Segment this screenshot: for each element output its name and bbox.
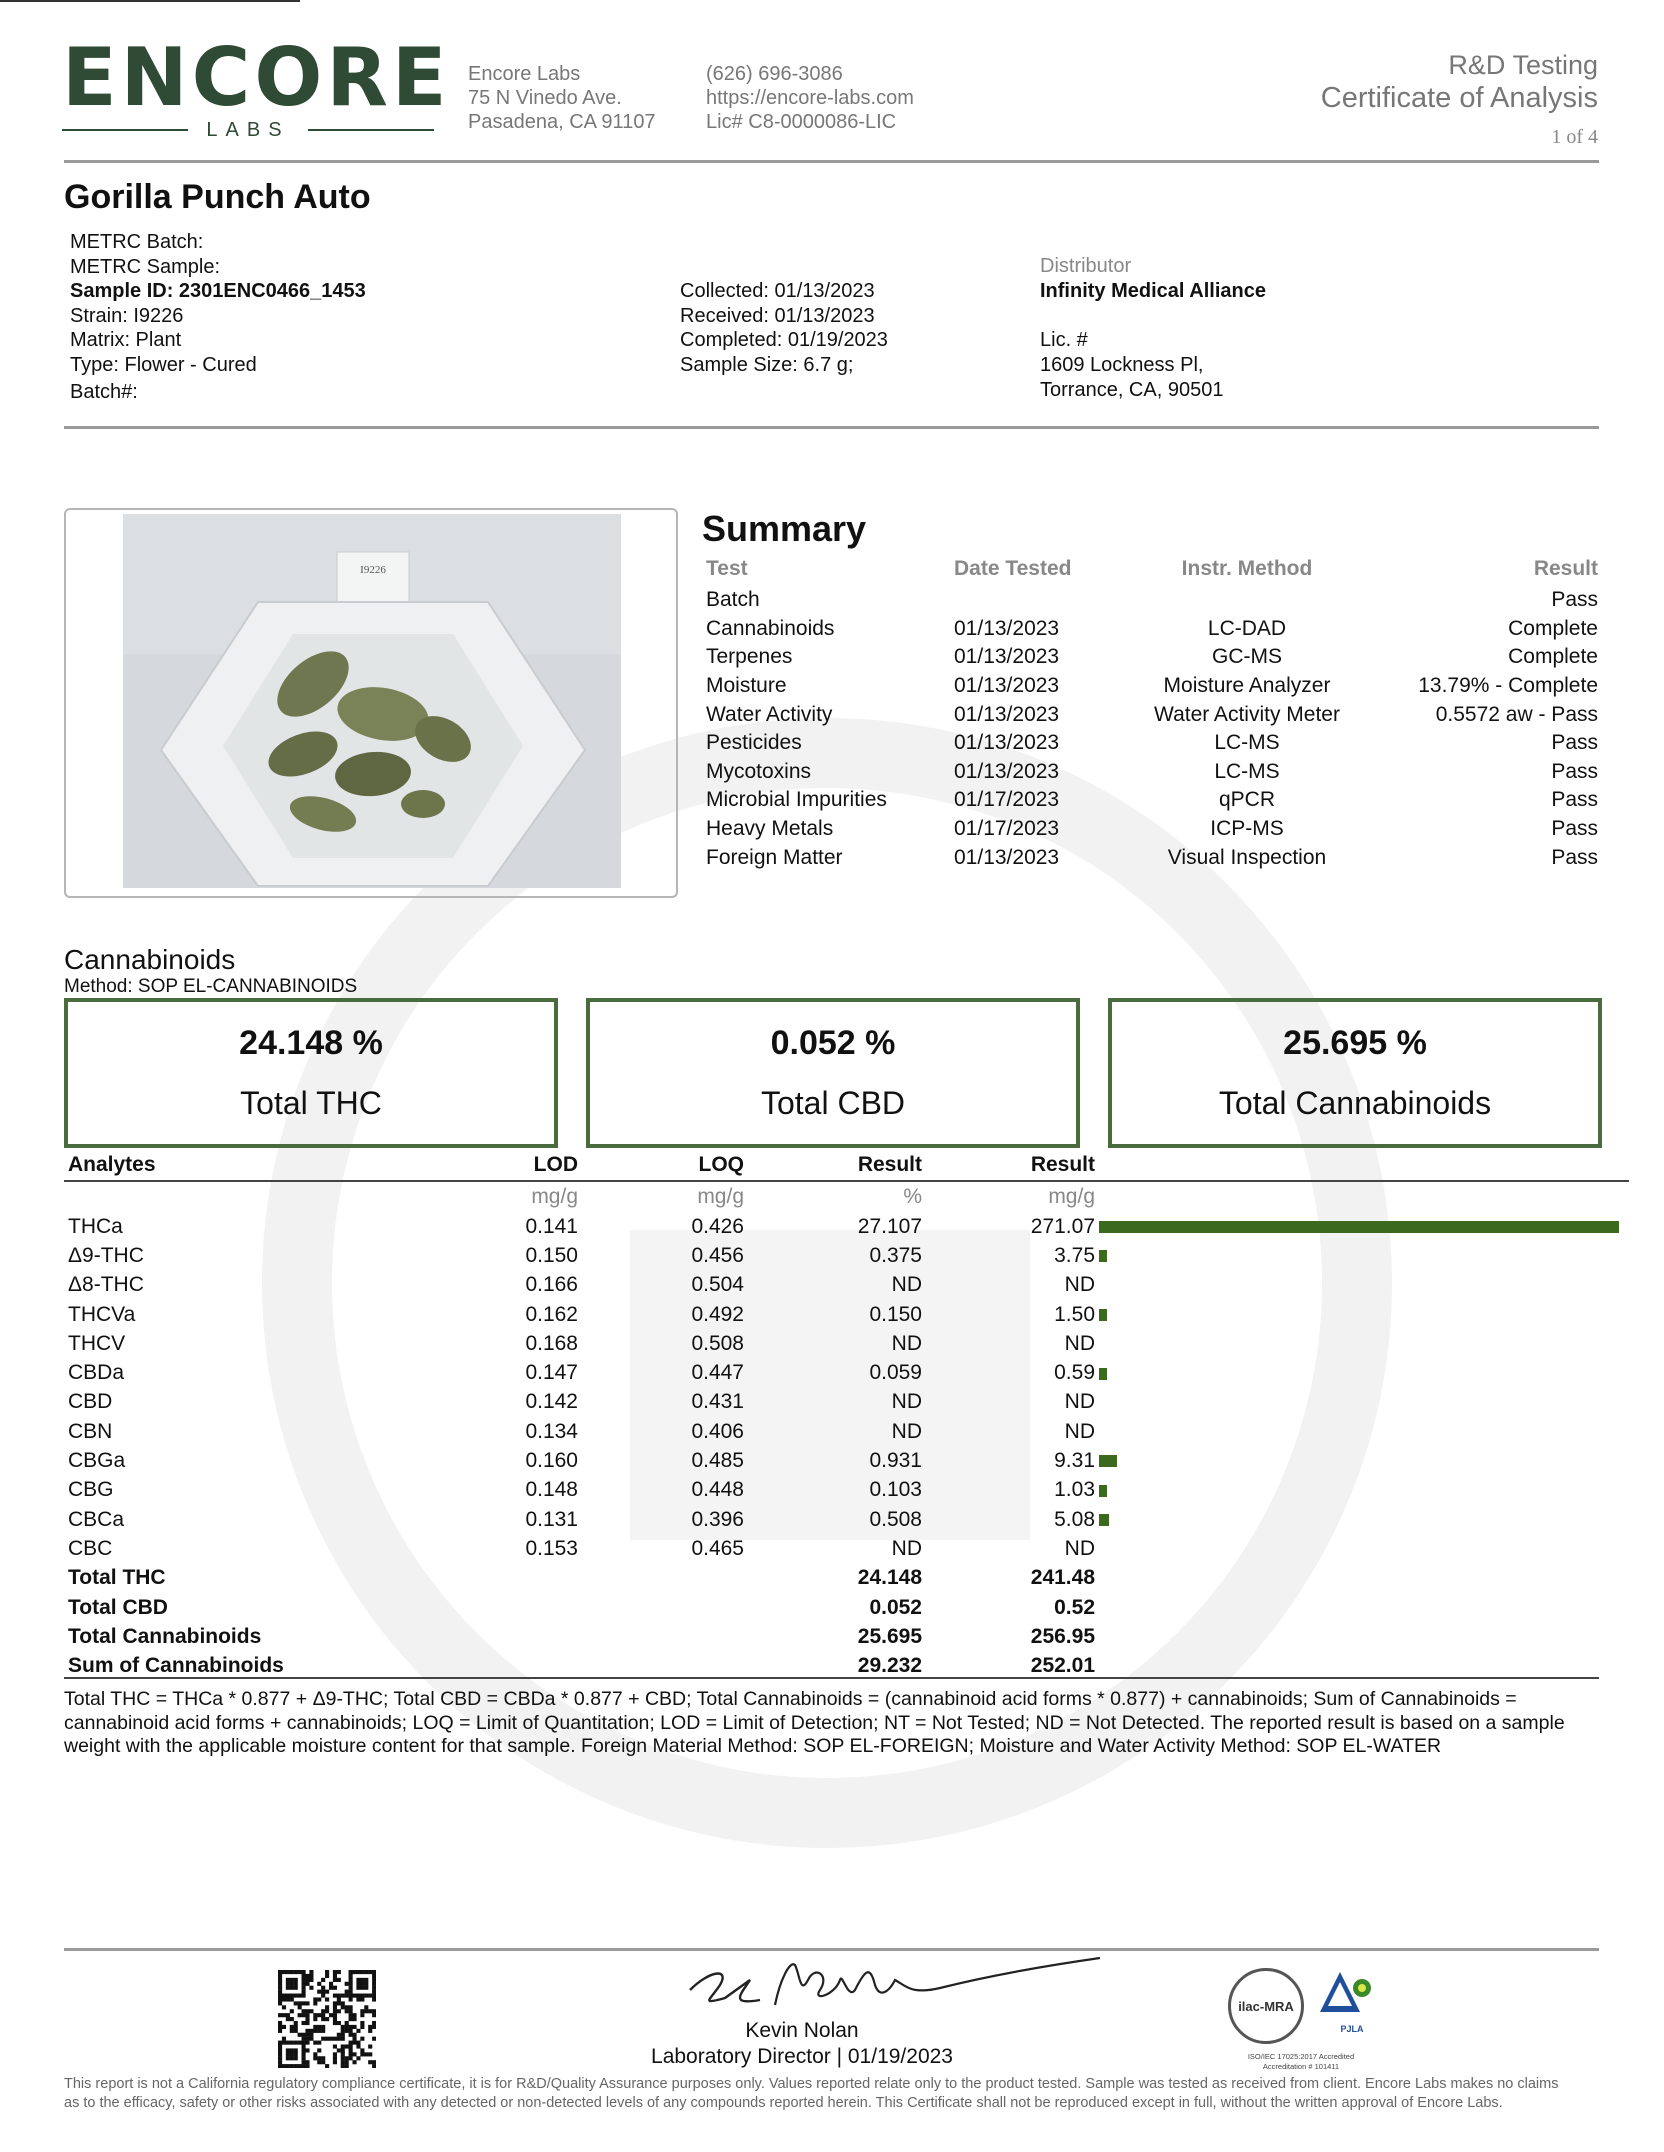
summary-result-cell: Complete <box>1508 645 1598 669</box>
analyte-loq: 0.448 <box>691 1478 744 1502</box>
total-pct: 0.052 <box>869 1595 922 1619</box>
total-pct: 24.148 <box>857 1566 922 1590</box>
total-name: Total THC <box>68 1566 166 1590</box>
logo-sub <box>62 118 434 142</box>
accreditation-standard: ISO/IEC 17025:2017 Accredited <box>1247 2052 1355 2061</box>
analyte-lod: 0.166 <box>525 1273 578 1297</box>
total-cbd-value: 0.052 % <box>770 1024 896 1062</box>
summary-method-cell: Moisture Analyzer <box>1163 674 1331 698</box>
analyte-result-pct: 0.508 <box>869 1507 922 1531</box>
lab-street: 75 N Vinedo Ave. <box>468 87 622 109</box>
analyte-row <box>64 1417 1629 1446</box>
summary-method-cell: LC-DAD <box>1207 616 1287 640</box>
analyte-bar-cell <box>1099 1212 1629 1241</box>
page-number: 1 of 4 <box>1551 126 1598 148</box>
summary-result-cell: Pass <box>1551 788 1598 812</box>
analyte-row <box>64 1476 1629 1505</box>
ilac-mra-text: ilac-MRA <box>1238 1998 1294 2014</box>
analyte-lod: 0.147 <box>525 1361 578 1385</box>
summary-test-cell: Microbial Impurities <box>706 788 887 812</box>
analyte-loq: 0.465 <box>691 1536 744 1560</box>
summary-result-cell: 13.79% - Complete <box>1418 674 1598 698</box>
signature <box>680 1950 1100 2020</box>
summary-date-cell: 01/13/2023 <box>954 731 1060 755</box>
pjla-logo <box>1318 1968 1382 2028</box>
unit-lod: mg/g <box>531 1185 578 1208</box>
unit-pct: % <box>903 1185 922 1208</box>
summary-result-cell: Pass <box>1551 759 1598 783</box>
distributor-license: Lic. # <box>1040 328 1088 351</box>
analyte-result-pct: 0.059 <box>869 1361 922 1385</box>
total-mg: 0.52 <box>1054 1595 1095 1619</box>
accreditation-number: Accreditation # 101411 <box>1262 2062 1340 2071</box>
total-mg: 256.95 <box>1030 1624 1095 1648</box>
analyte-lod: 0.142 <box>525 1390 578 1414</box>
cannabinoids-method: Method: SOP EL-CANNABINOIDS <box>64 976 358 997</box>
analyte-name: CBCa <box>68 1507 125 1531</box>
total-mg: 241.48 <box>1030 1566 1095 1590</box>
lab-phone: (626) 696-3086 <box>706 63 843 85</box>
summary-table <box>702 552 1602 872</box>
summary-method-cell: qPCR <box>1218 788 1276 812</box>
sample-size: Sample Size: 6.7 g; <box>680 353 854 376</box>
analyte-loq: 0.406 <box>691 1419 744 1443</box>
summary-row <box>702 843 1602 872</box>
pjla-text: PJLA <box>1340 2024 1364 2034</box>
analyte-result-mg: 1.03 <box>1054 1478 1095 1502</box>
analyte-result-mg: 0.59 <box>1054 1361 1095 1385</box>
analyte-row <box>64 1358 1629 1387</box>
analytes-bottom-rule <box>64 1677 1599 1679</box>
analyte-bar-cell <box>1099 1417 1629 1446</box>
matrix: Matrix: Plant <box>70 329 182 352</box>
total-pct: 29.232 <box>857 1654 922 1678</box>
distributor-name: Infinity Medical Alliance <box>1040 279 1266 302</box>
summary-date-cell: 01/13/2023 <box>954 616 1060 640</box>
summary-date-cell: 01/13/2023 <box>954 759 1060 783</box>
analyte-result-pct: ND <box>891 1331 922 1355</box>
summary-row <box>702 815 1602 844</box>
disclaimer: This report is not a California regulatory compliance certificate, it is for R&D/Quality Assurance purposes only. Values reported relate only to the product tested. Sample was tested as received from client. Encore Labs makes no claims as to the efficacy, safety or other risks associated with any detected or non-detected levels of any compounds reported herein. This Certificate shall not be reproduced except in full, without the written approval of Encore Labs. <box>64 2076 1559 2111</box>
summary-test-cell: Pesticides <box>706 731 802 755</box>
distributor-info <box>1040 254 1266 403</box>
analyte-loq: 0.485 <box>691 1449 744 1473</box>
analyte-result-pct: 0.103 <box>869 1478 922 1502</box>
analyte-bar-cell <box>1099 1241 1629 1270</box>
analyte-lod: 0.150 <box>525 1243 578 1267</box>
analyte-result-mg: 9.31 <box>1054 1449 1095 1473</box>
units-row <box>64 1181 1629 1212</box>
col-result-pct: Result <box>748 1150 926 1181</box>
sample-photo <box>123 514 621 888</box>
analyte-name: THCV <box>68 1331 126 1355</box>
logo-labs-text: LABS <box>206 118 290 141</box>
summary-method-cell: ICP-MS <box>1210 817 1284 841</box>
analyte-bar <box>1099 1250 1107 1262</box>
doc-type: R&D Testing <box>1448 50 1598 80</box>
analyte-result-pct: ND <box>891 1390 922 1414</box>
analyte-bar-cell <box>1099 1505 1629 1534</box>
lab-name: Encore Labs <box>468 63 581 85</box>
analyte-row <box>64 1212 1629 1241</box>
analyte-bar-cell <box>1099 1476 1629 1505</box>
distributor-address-line1: 1609 Lockness Pl, <box>1040 354 1204 377</box>
analyte-row <box>64 1329 1629 1358</box>
summary-row <box>702 729 1602 758</box>
analyte-lod: 0.134 <box>525 1419 578 1443</box>
strain: Strain: I9226 <box>70 304 184 327</box>
summary-method-cell: Visual Inspection <box>1167 845 1327 869</box>
summary-date-cell: 01/13/2023 <box>954 845 1060 869</box>
summary-date-cell: 01/17/2023 <box>954 817 1060 841</box>
accreditation-text <box>1226 2052 1376 2072</box>
summary-date-cell: 01/13/2023 <box>954 674 1060 698</box>
qr-code <box>278 1970 376 2068</box>
total-cbd-box <box>586 998 1080 1148</box>
total-cannabinoids-value: 25.695 % <box>1283 1024 1427 1062</box>
distributor-address-line2: Torrance, CA, 90501 <box>1040 378 1224 401</box>
analyte-bar-cell <box>1099 1271 1629 1300</box>
analyte-result-pct: ND <box>891 1273 922 1297</box>
lab-license: Lic# C8-0000086-LIC <box>706 111 897 133</box>
analyte-name: CBG <box>68 1478 114 1502</box>
summary-title: Summary <box>702 508 867 549</box>
total-row <box>64 1593 1629 1622</box>
analyte-bar <box>1099 1455 1117 1467</box>
info-divider <box>64 426 1599 429</box>
summary-result-cell: Pass <box>1551 817 1598 841</box>
summary-col-test: Test <box>706 557 748 580</box>
summary-date-cell: 01/13/2023 <box>954 645 1060 669</box>
analyte-loq: 0.447 <box>691 1361 744 1385</box>
analyte-result-mg: 3.75 <box>1054 1243 1095 1267</box>
analyte-lod: 0.131 <box>525 1507 578 1531</box>
analytes-header-row <box>64 1150 1629 1181</box>
sample-dates <box>680 279 888 377</box>
analyte-name: CBD <box>68 1390 113 1414</box>
col-result-mg: Result <box>926 1150 1099 1181</box>
analyte-result-mg: ND <box>1064 1273 1095 1297</box>
header-divider <box>64 160 1599 163</box>
analyte-row <box>64 1534 1629 1563</box>
sample-id: Sample ID: 2301ENC0466_1453 <box>70 280 366 303</box>
metrc-sample: METRC Sample: <box>70 255 221 278</box>
received-date: Received: 01/13/2023 <box>680 304 875 327</box>
col-loq: LOQ <box>582 1150 748 1181</box>
logo-wordmark: ENCORE <box>62 31 451 124</box>
analyte-loq: 0.426 <box>691 1214 744 1238</box>
analyte-result-pct: ND <box>891 1419 922 1443</box>
ilac-mra-logo <box>1228 1968 1304 2044</box>
summary-date-cell <box>950 586 1138 615</box>
analyte-name: CBC <box>68 1536 113 1560</box>
analyte-result-mg: ND <box>1064 1536 1095 1560</box>
analyte-bar-cell <box>1099 1300 1629 1329</box>
summary-test-cell: Mycotoxins <box>706 759 812 783</box>
summary-test-cell: Heavy Metals <box>706 817 834 841</box>
unit-mg: mg/g <box>1048 1185 1095 1208</box>
signer-block <box>600 2018 1004 2070</box>
summary-result-cell: Pass <box>1551 731 1598 755</box>
product-name: Gorilla Punch Auto <box>64 178 371 216</box>
sample-label-tag <box>337 552 409 602</box>
analyte-result-pct: ND <box>891 1536 922 1560</box>
analyte-row <box>64 1300 1629 1329</box>
sample-info <box>70 230 366 404</box>
summary-method-cell <box>1138 586 1356 615</box>
summary-result-cell: 0.5572 aw - Pass <box>1435 702 1598 726</box>
sample-label-text: I9226 <box>360 564 386 576</box>
total-thc-value: 24.148 % <box>239 1024 383 1062</box>
summary-row <box>702 643 1602 672</box>
signature-line <box>0 0 300 2</box>
analyte-name: CBGa <box>68 1449 126 1473</box>
analyte-result-pct: 27.107 <box>857 1214 922 1238</box>
analyte-bar <box>1099 1309 1107 1321</box>
analyte-bar-cell <box>1099 1446 1629 1475</box>
summary-method-cell: LC-MS <box>1214 759 1280 783</box>
analyte-bar-cell <box>1099 1329 1629 1358</box>
total-thc-box <box>64 998 558 1148</box>
analyte-bar-cell <box>1099 1534 1629 1563</box>
cannabinoid-notes: Total THC = THCa * 0.877 + Δ9-THC; Total CBD = CBDa * 0.877 + CBD; Total Cannabinoids = (cannabinoid acid forms * 0.877) + cannabinoids; Sum of Cannabinoids = cannabinoid acid forms + cannabinoids; LOQ = Limit of Quantitation; LOD = Limit of Detection; NT = Not Tested; ND = Not Detected. The reported result is based on a sample weight with the applicable moisture content for that sample. Foreign Material Method: SOP EL-FOREIGN; Moisture and Water Activity Method: SOP EL-WATER <box>64 1688 1565 1757</box>
total-name: Total Cannabinoids <box>68 1624 262 1648</box>
analyte-name: THCVa <box>68 1302 136 1326</box>
unit-analyte <box>64 1181 332 1212</box>
collected-date: Collected: 01/13/2023 <box>680 280 875 302</box>
analyte-loq: 0.508 <box>691 1331 744 1355</box>
analyte-bar <box>1099 1514 1109 1526</box>
total-thc-label: Total THC <box>240 1085 382 1121</box>
analyte-name: CBN <box>68 1419 113 1443</box>
total-mg: 252.01 <box>1030 1654 1095 1678</box>
analyte-name: THCa <box>68 1214 123 1238</box>
lab-website: https://encore-labs.com <box>706 87 914 109</box>
summary-row <box>702 586 1602 615</box>
summary-method-cell: LC-MS <box>1214 731 1280 755</box>
analyte-lod: 0.141 <box>525 1214 578 1238</box>
summary-col-method: Instr. Method <box>1181 557 1313 580</box>
summary-row <box>702 786 1602 815</box>
total-cbd-label: Total CBD <box>760 1085 906 1121</box>
summary-test-cell: Moisture <box>706 674 787 698</box>
analyte-result-mg: ND <box>1064 1419 1095 1443</box>
total-name: Sum of Cannabinoids <box>68 1654 284 1678</box>
analyte-lod: 0.153 <box>525 1536 578 1560</box>
analyte-row <box>64 1388 1629 1417</box>
analytes-table <box>64 1150 1629 1681</box>
col-analytes: Analytes <box>64 1150 332 1181</box>
analyte-name: Δ8-THC <box>68 1273 144 1297</box>
summary-method-cell: Water Activity Meter <box>1154 702 1340 726</box>
doc-title: Certificate of Analysis <box>1320 82 1598 114</box>
analyte-result-pct: 0.375 <box>869 1243 922 1267</box>
col-lod: LOD <box>332 1150 582 1181</box>
cannabinoids-title: Cannabinoids <box>64 944 236 975</box>
summary-col-result: Result <box>1533 557 1598 580</box>
analyte-result-pct: 0.931 <box>869 1449 922 1473</box>
summary-test-cell: Terpenes <box>706 645 793 669</box>
analyte-result-mg: ND <box>1064 1390 1095 1414</box>
analyte-row <box>64 1241 1629 1270</box>
analyte-row <box>64 1271 1629 1300</box>
summary-col-date: Date Tested <box>954 557 1072 580</box>
unit-loq: mg/g <box>697 1185 744 1208</box>
summary-result-cell: Pass <box>1551 588 1598 612</box>
distributor-label: Distributor <box>1040 255 1132 277</box>
analyte-result-mg: 271.07 <box>1030 1214 1095 1238</box>
summary-test-cell: Batch <box>706 588 760 612</box>
batch-number: Batch#: <box>70 380 138 403</box>
analyte-name: Δ9-THC <box>68 1243 144 1267</box>
analyte-lod: 0.148 <box>525 1478 578 1502</box>
col-bar <box>1099 1150 1629 1181</box>
analyte-loq: 0.456 <box>691 1243 744 1267</box>
total-name: Total CBD <box>68 1595 168 1619</box>
analyte-result-mg: ND <box>1064 1331 1095 1355</box>
lab-contact <box>706 62 914 134</box>
sample-type: Type: Flower - Cured <box>70 353 257 376</box>
signer-name: Kevin Nolan <box>745 2019 859 2042</box>
analyte-loq: 0.504 <box>691 1273 744 1297</box>
summary-date-cell: 01/13/2023 <box>954 702 1060 726</box>
total-pct: 25.695 <box>857 1624 922 1648</box>
analyte-name: CBDa <box>68 1361 125 1385</box>
total-cannabinoids-box <box>1108 998 1602 1148</box>
analyte-bar <box>1099 1368 1107 1380</box>
analyte-result-mg: 5.08 <box>1054 1507 1095 1531</box>
summary-test-cell: Cannabinoids <box>706 616 835 640</box>
summary-row <box>702 672 1602 701</box>
analyte-loq: 0.431 <box>691 1390 744 1414</box>
analyte-result-pct: 0.150 <box>869 1302 922 1326</box>
lab-city: Pasadena, CA 91107 <box>468 111 656 133</box>
summary-row <box>702 758 1602 787</box>
total-cannabinoids-label: Total Cannabinoids <box>1218 1085 1492 1121</box>
analyte-bar-cell <box>1099 1358 1629 1387</box>
metrc-batch: METRC Batch: <box>70 231 204 253</box>
analyte-lod: 0.160 <box>525 1449 578 1473</box>
summary-method-cell: GC-MS <box>1212 645 1282 669</box>
summary-row <box>702 615 1602 644</box>
total-row <box>64 1564 1629 1593</box>
analyte-lod: 0.168 <box>525 1331 578 1355</box>
completed-date: Completed: 01/19/2023 <box>680 329 888 352</box>
analyte-result-mg: 1.50 <box>1054 1302 1095 1326</box>
summary-header-row <box>702 552 1602 586</box>
summary-date-cell: 01/17/2023 <box>954 788 1060 812</box>
summary-result-cell: Complete <box>1508 616 1598 640</box>
analyte-bar-cell <box>1099 1388 1629 1417</box>
analyte-lod: 0.162 <box>525 1302 578 1326</box>
analyte-loq: 0.396 <box>691 1507 744 1531</box>
signer-title: Laboratory Director | 01/19/2023 <box>651 2045 953 2068</box>
analyte-row <box>64 1446 1629 1475</box>
analyte-bar <box>1099 1221 1619 1233</box>
total-row <box>64 1622 1629 1651</box>
analyte-bar <box>1099 1485 1107 1497</box>
summary-test-cell: Water Activity <box>706 702 833 726</box>
summary-row <box>702 700 1602 729</box>
lab-address <box>468 62 656 134</box>
summary-result-cell: Pass <box>1551 845 1598 869</box>
qr-code-graphic <box>278 1970 376 2068</box>
analyte-loq: 0.492 <box>691 1302 744 1326</box>
summary-test-cell: Foreign Matter <box>706 845 843 869</box>
analyte-row <box>64 1505 1629 1534</box>
